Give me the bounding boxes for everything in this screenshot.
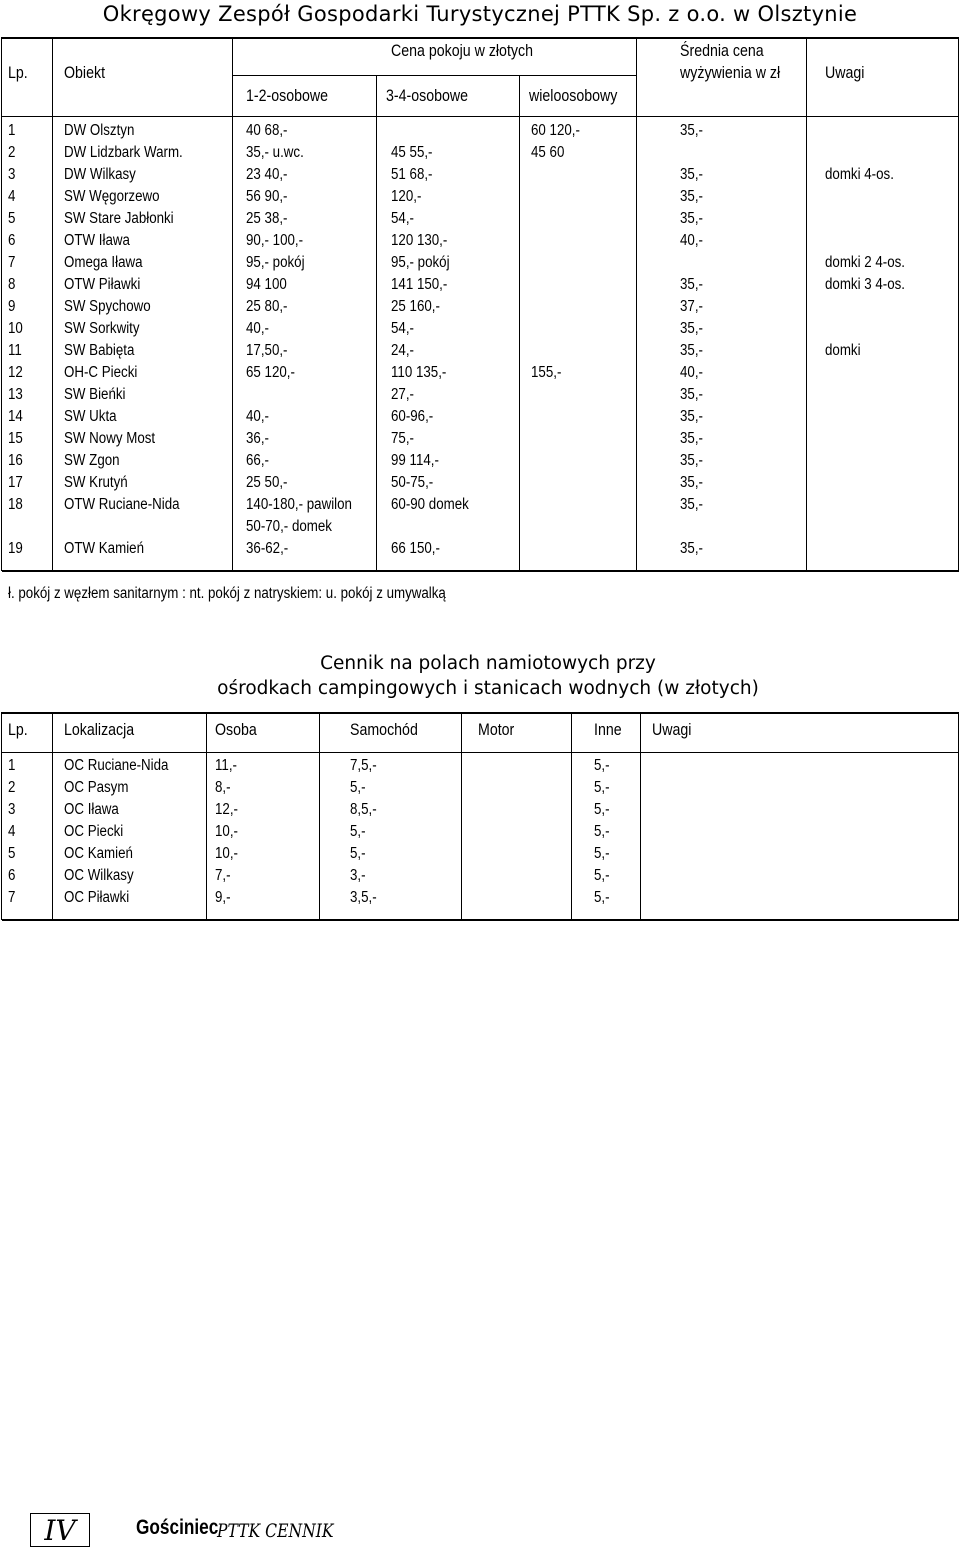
camp-cell-sam: 8,5,-: [350, 801, 377, 818]
cell-lp: 14: [8, 408, 23, 425]
camp-cell-sam: 3,-: [350, 867, 366, 884]
cell-c12: 40 68,-: [246, 122, 288, 139]
camp-cell-lok: OC Ruciane-Nida: [64, 757, 169, 774]
camp-cell-sam: 5,-: [350, 779, 366, 796]
camp-cell-inne: 5,-: [594, 867, 610, 884]
cell-c34: 75,-: [391, 430, 414, 447]
cell-obiekt: SW Krutyń: [64, 474, 128, 491]
cell-uwagi: domki 3 4-os.: [825, 276, 906, 293]
cell-obiekt: DW Olsztyn: [64, 122, 135, 139]
camp-header-lokalizacja: Lokalizacja: [64, 721, 135, 739]
cell-c12: 40,-: [246, 320, 269, 337]
cell-lp: 19: [8, 540, 23, 557]
camp-cell-lok: OC Kamień: [64, 845, 133, 862]
cell-c12: 23 40,-: [246, 166, 288, 183]
camp-header-samochod: Samochód: [350, 721, 418, 739]
organization-title: Okręgowy Zespół Gospodarki Turystycznej PTTK Sp. z o.o. w Olsztynie: [102, 2, 858, 26]
camp-cell-osoba: 8,-: [215, 779, 231, 796]
cell-c34: 50-75,-: [391, 474, 434, 491]
col-header-wyzywienie: wyżywienia w zł: [680, 64, 781, 82]
cell-cw: 155,-: [531, 364, 562, 381]
camp-cell-inne: 5,-: [594, 823, 610, 840]
cell-lp: 17: [8, 474, 23, 491]
cell-c34: 60-96,-: [391, 408, 434, 425]
cell-c12: 65 120,-: [246, 364, 295, 381]
cell-c34: 24,-: [391, 342, 414, 359]
camp-cell-lp: 7: [8, 889, 16, 906]
cell-obiekt: OTW Iława: [64, 232, 130, 249]
camping-title-line-1: Cennik na polach namiotowych przy: [320, 653, 656, 674]
camp-cell-lp: 4: [8, 823, 16, 840]
camp-cell-inne: 5,-: [594, 889, 610, 906]
cell-c12: 36-62,-: [246, 540, 289, 557]
cell-c12: 66,-: [246, 452, 269, 469]
camp-cell-osoba: 12,-: [215, 801, 238, 818]
camp-cell-osoba: 10,-: [215, 823, 238, 840]
cell-obiekt: OTW Piławki: [64, 276, 141, 293]
cell-obiekt: DW Lidzbark Warm.: [64, 144, 183, 161]
camp-cell-sam: 3,5,-: [350, 889, 377, 906]
cell-c12: 25 38,-: [246, 210, 288, 227]
col-header-lp: Lp.: [8, 64, 28, 82]
camp-cell-lok: OC Iława: [64, 801, 119, 818]
col-header-uwagi: Uwagi: [825, 64, 865, 82]
cell-cw: 45 60: [531, 144, 565, 161]
cell-wyz: 35,-: [680, 320, 703, 337]
cell-c34: 60-90 domek: [391, 496, 469, 513]
camp-cell-inne: 5,-: [594, 845, 610, 862]
cell-obiekt: SW Spychowo: [64, 298, 151, 315]
cell-c12: 36,-: [246, 430, 269, 447]
camp-cell-osoba: 11,-: [215, 757, 237, 774]
cell-obiekt: Omega Iława: [64, 254, 143, 271]
cell-c34: 120,-: [391, 188, 422, 205]
cell-wyz: 35,-: [680, 122, 703, 139]
cell-c12: 90,- 100,-: [246, 232, 304, 249]
cell-obiekt: OTW Kamień: [64, 540, 144, 557]
cell-wyz: 35,-: [680, 540, 703, 557]
camp-cell-inne: 5,-: [594, 779, 610, 796]
cell-wyz: 35,-: [680, 408, 703, 425]
cell-lp: 5: [8, 210, 16, 227]
cell-obiekt: DW Wilkasy: [64, 166, 136, 183]
cell-c12: 40,-: [246, 408, 269, 425]
camping-title-line-2: ośrodkach campingowych i stanicach wodnych (w złotych): [217, 678, 759, 699]
cell-wyz: 35,-: [680, 276, 703, 293]
camp-cell-lp: 2: [8, 779, 16, 796]
cell-lp: 10: [8, 320, 23, 337]
camp-header-inne: Inne: [594, 721, 622, 739]
cell-cw: 60 120,-: [531, 122, 580, 139]
camp-cell-lp: 3: [8, 801, 16, 818]
cell-wyz: 40,-: [680, 232, 703, 249]
page-number: IV: [30, 1513, 90, 1547]
cell-c12: 25 50,-: [246, 474, 288, 491]
cell-wyz: 35,-: [680, 210, 703, 227]
camp-cell-osoba: 7,-: [215, 867, 231, 884]
camp-cell-lok: OC Pasym: [64, 779, 129, 796]
cell-c34: 66 150,-: [391, 540, 440, 557]
cell-wyz: 35,-: [680, 474, 703, 491]
camp-cell-sam: 5,-: [350, 823, 366, 840]
cell-wyz: 35,-: [680, 386, 703, 403]
cell-obiekt: SW Ukta: [64, 408, 117, 425]
cell-c34: 120 130,-: [391, 232, 448, 249]
col-header-srednia: Średnia cena: [680, 42, 764, 60]
camp-header-osoba: Osoba: [215, 721, 257, 739]
cell-lp: 9: [8, 298, 16, 315]
col-header-wielo: wieloosobowy: [529, 87, 618, 105]
cell-lp: 11: [8, 342, 22, 359]
cell-wyz: 35,-: [680, 342, 703, 359]
cell-uwagi: domki: [825, 342, 861, 359]
col-header-1-2: 1-2-osobowe: [246, 87, 329, 105]
cell-wyz: 35,-: [680, 452, 703, 469]
cell-obiekt: SW Stare Jabłonki: [64, 210, 174, 227]
cell-obiekt: SW Bieńki: [64, 386, 126, 403]
cell-lp: 12: [8, 364, 23, 381]
cell-c34: 27,-: [391, 386, 414, 403]
brand-logo: Gościniec: [136, 1516, 219, 1539]
cell-c34: 110 135,-: [391, 364, 447, 381]
camp-cell-osoba: 9,-: [215, 889, 231, 906]
cell-wyz: 37,-: [680, 298, 703, 315]
camp-cell-lp: 5: [8, 845, 16, 862]
camp-cell-lok: OC Piławki: [64, 889, 130, 906]
cell-lp: 3: [8, 166, 16, 183]
camp-header-lp: Lp.: [8, 721, 28, 739]
cell-lp: 18: [8, 496, 23, 513]
cell-lp: 16: [8, 452, 23, 469]
cell-c34: 54,-: [391, 320, 414, 337]
cell-c34: 95,- pokój: [391, 254, 450, 271]
cell-lp: 4: [8, 188, 16, 205]
cell-lp: 1: [8, 122, 16, 139]
col-header-3-4: 3-4-osobowe: [386, 87, 469, 105]
cell-c12: 140-180,- pawilon: [246, 496, 352, 513]
cell-lp: 7: [8, 254, 16, 271]
cell-lp: 6: [8, 232, 16, 249]
cell-c12: 25 80,-: [246, 298, 288, 315]
cell-c34: 141 150,-: [391, 276, 448, 293]
footer-label: PTTK CENNIK: [217, 1520, 334, 1542]
cell-c34: 25 160,-: [391, 298, 440, 315]
cell-c12: 35,- u.wc.: [246, 144, 304, 161]
cell-c12: 56 90,-: [246, 188, 288, 205]
cell-c12: 17,50,-: [246, 342, 288, 359]
col-header-obiekt: Obiekt: [64, 64, 106, 82]
cell-c12: 50-70,- domek: [246, 518, 332, 535]
camp-cell-osoba: 10,-: [215, 845, 238, 862]
camp-cell-lok: OC Wilkasy: [64, 867, 134, 884]
cell-obiekt: SW Zgon: [64, 452, 120, 469]
cell-c12: 95,- pokój: [246, 254, 305, 271]
col-header-cena: Cena pokoju w złotych: [391, 42, 533, 60]
camp-cell-inne: 5,-: [594, 801, 610, 818]
camp-cell-lp: 1: [8, 757, 16, 774]
cell-obiekt: SW Sorkwity: [64, 320, 140, 337]
camp-header-uwagi: Uwagi: [652, 721, 692, 739]
cell-wyz: 35,-: [680, 430, 703, 447]
cell-c34: 51 68,-: [391, 166, 433, 183]
cell-wyz: 35,-: [680, 166, 703, 183]
camping-title: [0, 651, 960, 701]
legend-text: ł. pokój z węzłem sanitarnym : nt. pokój z natryskiem: u. pokój z umywalką: [8, 585, 446, 602]
cell-wyz: 35,-: [680, 496, 703, 513]
cell-obiekt: SW Nowy Most: [64, 430, 156, 447]
camp-cell-lok: OC Piecki: [64, 823, 124, 840]
cell-wyz: 40,-: [680, 364, 703, 381]
cell-c34: 54,-: [391, 210, 414, 227]
cell-obiekt: SW Węgorzewo: [64, 188, 160, 205]
cell-lp: 15: [8, 430, 23, 447]
cell-c12: 94 100: [246, 276, 287, 293]
cell-obiekt: OH-C Piecki: [64, 364, 138, 381]
camp-header-motor: Motor: [478, 721, 515, 739]
camp-cell-inne: 5,-: [594, 757, 610, 774]
camp-cell-sam: 5,-: [350, 845, 366, 862]
cell-lp: 8: [8, 276, 16, 293]
cell-lp: 2: [8, 144, 16, 161]
cell-wyz: 35,-: [680, 188, 703, 205]
camp-cell-sam: 7,5,-: [350, 757, 377, 774]
cell-uwagi: domki 2 4-os.: [825, 254, 906, 271]
cell-obiekt: OTW Ruciane-Nida: [64, 496, 180, 513]
camp-cell-lp: 6: [8, 867, 16, 884]
cell-lp: 13: [8, 386, 23, 403]
cell-c34: 99 114,-: [391, 452, 439, 469]
cell-uwagi: domki 4-os.: [825, 166, 894, 183]
cell-obiekt: SW Babięta: [64, 342, 135, 359]
cell-c34: 45 55,-: [391, 144, 433, 161]
